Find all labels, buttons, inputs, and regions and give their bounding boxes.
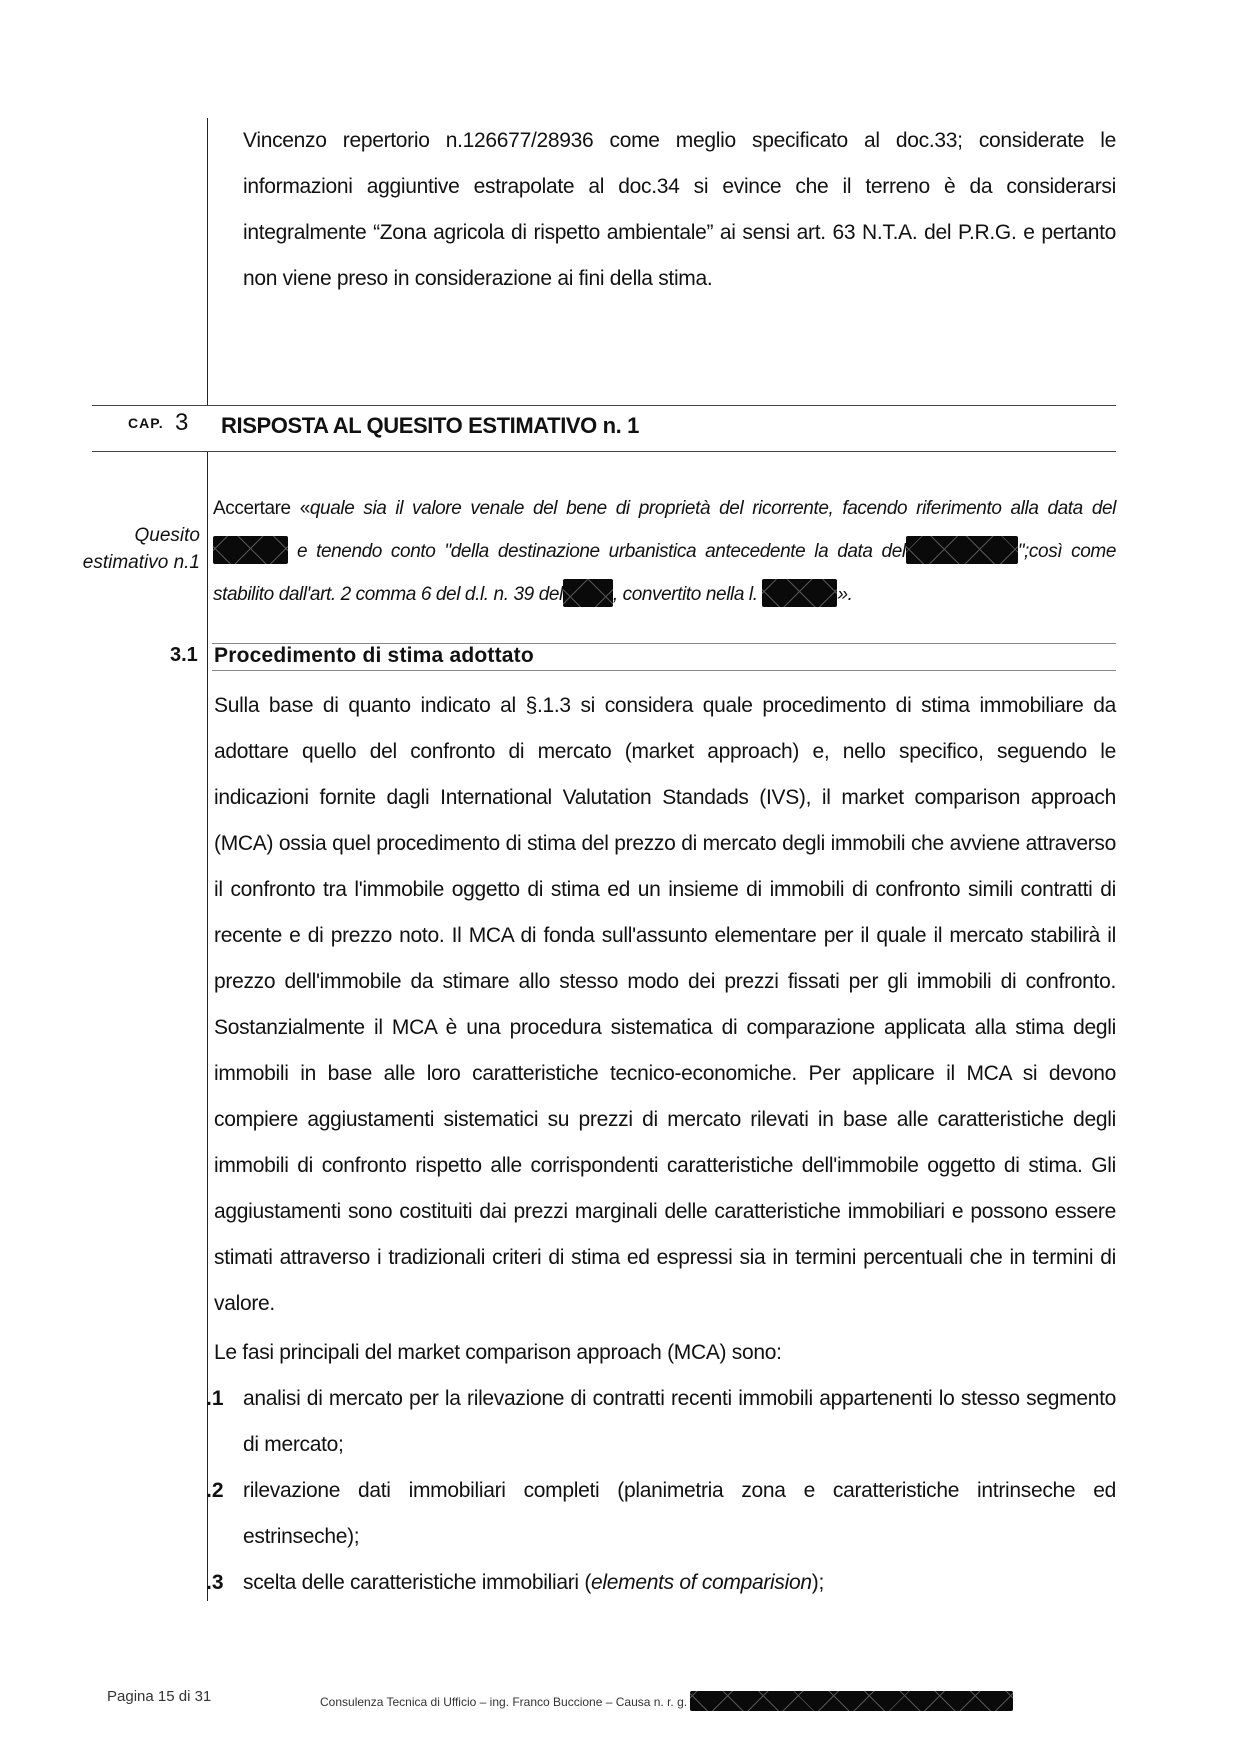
redacted-date-2 — [906, 536, 1018, 564]
quesito-part5: , convertito nella l. — [612, 584, 758, 605]
chapter-number: 3 — [175, 409, 189, 436]
footer-center-label: Consulenza Tecnica di Ufficio – ing. Franco Buccione – Causa n. r. g. — [320, 1695, 688, 1709]
chapter-bottom-rule — [92, 451, 1116, 452]
list-item-number: .2 — [206, 1479, 224, 1502]
chapter-label: CAP. — [128, 415, 164, 431]
redacted-law-number — [762, 579, 837, 607]
quesito-side-label: Quesito estimativo n.1 — [82, 525, 200, 573]
list-item-number: .3 — [206, 1571, 224, 1594]
footer-page-number: Pagina 15 di 31 — [107, 1688, 212, 1705]
list-item-3 — [206, 1560, 1116, 1606]
quesito-part4: ";così come stabilito dall'art. 2 comma 6 del d.l. n. 39 del — [213, 541, 1116, 605]
intro-paragraph: Vincenzo repertorio n.126677/28936 come meglio specificato al doc.33; considerate le informazioni aggiuntive estrapolate al doc.34 si evince che il terreno è da considerarsi integralmente “Zona agricola di rispetto ambientale” ai sensi art. 63 N.T.A. del P.R.G. e pertanto non viene preso in considerazione ai fini della stima. — [243, 129, 1116, 290]
chapter-title: RISPOSTA AL QUESITO ESTIMATIVO n. 1 — [221, 413, 639, 438]
redacted-year-1 — [563, 579, 613, 607]
section-bottom-rule — [212, 670, 1116, 671]
list-item-text: analisi di mercato per la rilevazione di contratti recenti immobili appartenenti lo stesso segmento di mercato; — [243, 1387, 1116, 1456]
redacted-case-number — [690, 1691, 1013, 1711]
list-item-2 — [206, 1468, 1116, 1560]
section-title: Procedimento di stima adottato — [214, 644, 534, 667]
quesito-part6: ». — [837, 584, 853, 605]
redacted-date-1 — [213, 536, 288, 564]
chapter-top-rule — [92, 405, 1116, 406]
section-number: 3.1 — [170, 644, 198, 666]
quesito-part3: e tenendo conto "della destinazione urbanistica antecedente la data del — [288, 541, 906, 562]
list-item-text-before: scelta delle caratteristiche immobiliari ( — [243, 1571, 592, 1594]
list-item-text: rilevazione dati immobiliari completi (planimetria zona e caratteristiche intrinseche ed estrinseche); — [243, 1479, 1116, 1548]
list-item-text-after: ); — [811, 1571, 824, 1594]
quesito-part2: quale sia il valore venale del bene di proprietà del ricorrente, facendo riferimento alla data del — [309, 498, 1116, 519]
list-item-number: .1 — [206, 1387, 224, 1410]
list-item-1 — [206, 1376, 1116, 1468]
quesito-paragraph — [213, 487, 1116, 616]
quesito-part1: Accertare « — [213, 498, 310, 519]
list-item-text-italic: elements of comparision — [591, 1571, 812, 1594]
section-paragraph: Sulla base di quanto indicato al §.1.3 si considera quale procedimento di stima immobiliare da adottare quello del confronto di mercato (market approach) e, nello specifico, seguendo le indicazioni fornite dagli International Valutation Standads (IVS), il market comparison approach (MCA) ossia quel procedimento di stima del prezzo di mercato degli immobili che avviene attraverso il confronto tra l'immobile oggetto di stima ed un insieme di immobili di confronto simili contratti di recente e di prezzo noto. Il MCA di fonda sull'assunto elementare per il quale il mercato stabilirà il prezzo dell'immobile da stimare allo stesso modo dei prezzi fissati per gli immobili di confronto. Sostanzialmente il MCA è una procedura sistematica di comparazione applicata alla stima degli immobili in base alle loro caratteristiche tecnico-economiche. Per applicare il MCA si devono compiere aggiustamenti sistematici su prezzi di mercato rilevati in base alle caratteristiche degli immobili di confronto rispetto alle corrispondenti caratteristiche dell'immobile oggetto di stima. Gli aggiustamenti sono costituiti dai prezzi marginali delle caratteristiche immobiliari e possono essere stimati attraverso i tradizionali criteri di stima ed espressi sia in termini percentuali che in termini di valore. — [214, 694, 1116, 1315]
footer-center-text — [320, 1691, 1013, 1711]
margin-rule-top — [207, 118, 208, 405]
list-item-text — [243, 1560, 1116, 1606]
list-intro: Le fasi principali del market comparison approach (MCA) sono: — [214, 1341, 782, 1364]
